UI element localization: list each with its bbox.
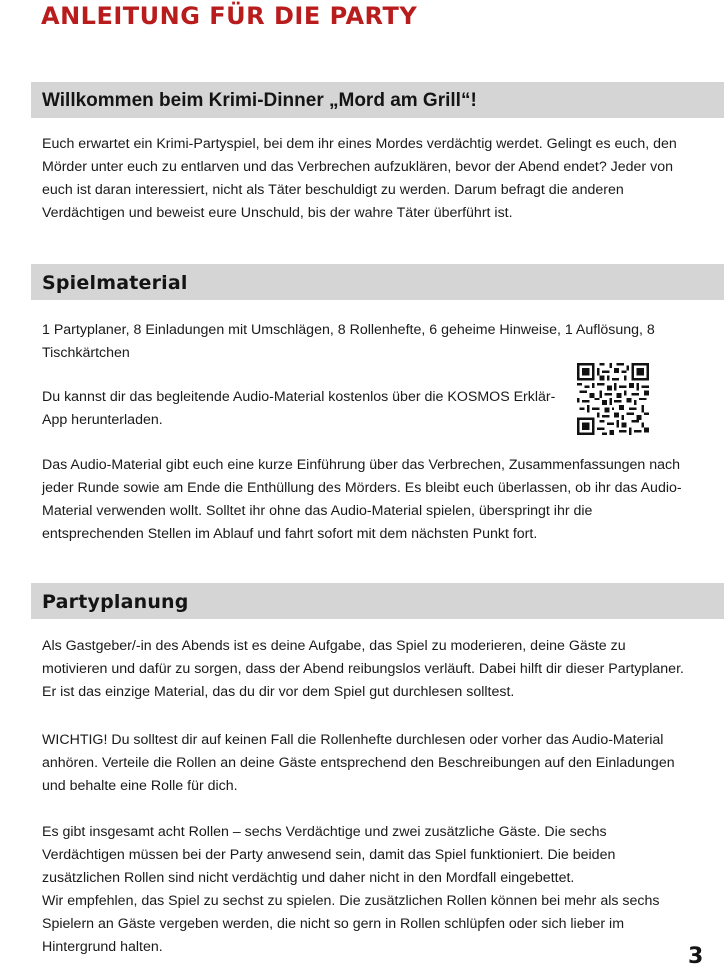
planning-paragraph-2: WICHTIG! Du solltest dir auf keinen Fall die Rollenhefte durchlesen oder vorher das Audio-Material anhören. Verteile die Rollen an deine Gäste entsprechend den Beschreibungen auf den Einladungen und behalte eine Rolle für dich. bbox=[42, 732, 675, 794]
page-number: 3 bbox=[688, 944, 704, 969]
qr-code-icon[interactable] bbox=[577, 363, 649, 435]
audio-download-text: Du kannst dir das begleitende Audio-Material kostenlos über die KOSMOS Erklär-App herunterladen. bbox=[42, 389, 556, 428]
material-components: 1 Partyplaner, 8 Einladungen mit Umschlägen, 8 Rollenhefte, 6 geheime Hinweise, 1 Auflösung, 8 Tischkärtchen bbox=[42, 322, 655, 361]
planning-heading: Partyplanung bbox=[42, 591, 189, 613]
page-title: ANLEITUNG FÜR DIE PARTY bbox=[41, 2, 418, 30]
welcome-heading: Willkommen beim Krimi-Dinner „Mord am Grill“! bbox=[42, 90, 477, 111]
planning-paragraph-3: Es gibt insgesamt acht Rollen – sechs Verdächtige und zwei zusätzliche Gäste. Die sechs Verdächtigen müssen bei der Party anwesend sein, damit das Spiel funktioniert. Die beiden zusätzlichen Rollen sind nicht verdächtig und daher nicht in den Mordfall eingebettet. bbox=[42, 824, 616, 886]
audio-info-paragraph: Das Audio-Material gibt euch eine kurze Einführung über das Verbrechen, Zusammenfassungen nach jeder Runde sowie am Ende die Enthüllung des Mörders. Es bleibt euch überlassen, ob ihr das Audio-Material verwenden wollt. Solltet ihr ohne das Audio-Material spielen, überspringt ihr die entsprechenden Stellen im Ablauf und fahrt sofort mit dem nächsten Punkt fort. bbox=[42, 457, 682, 542]
planning-paragraph-1: Als Gastgeber/-in des Abends ist es deine Aufgabe, das Spiel zu moderieren, deine Gäste zu motivieren und dafür zu sorgen, dass der Abend reibungslos verläuft. Dabei hilft dir dieser Partyplaner. Er ist das einzige Material, das du dir vor dem Spiel gut durchlesen solltest. bbox=[42, 638, 684, 700]
planning-paragraph-4: Wir empfehlen, das Spiel zu sechst zu spielen. Die zusätzlichen Rollen können bei mehr als sechs Spielern an Gäste vergeben werden, die nicht so gern in Rollen schlüpfen oder sich lieber im Hintergrund halten. bbox=[42, 893, 660, 955]
welcome-paragraph: Euch erwartet ein Krimi-Partyspiel, bei dem ihr eines Mordes verdächtig werdet. Gelingt es euch, den Mörder unter euch zu entlarven und das Verbrechen aufzuklären, bevor der Abend endet? Jeder von euch ist daran interessiert, nicht als Täter beschuldigt zu werden. Darum befragt die anderen Verdächtigen und beweist eure Unschuld, bis der wahre Täter überführt ist. bbox=[42, 136, 677, 221]
material-heading: Spielmaterial bbox=[42, 272, 188, 294]
